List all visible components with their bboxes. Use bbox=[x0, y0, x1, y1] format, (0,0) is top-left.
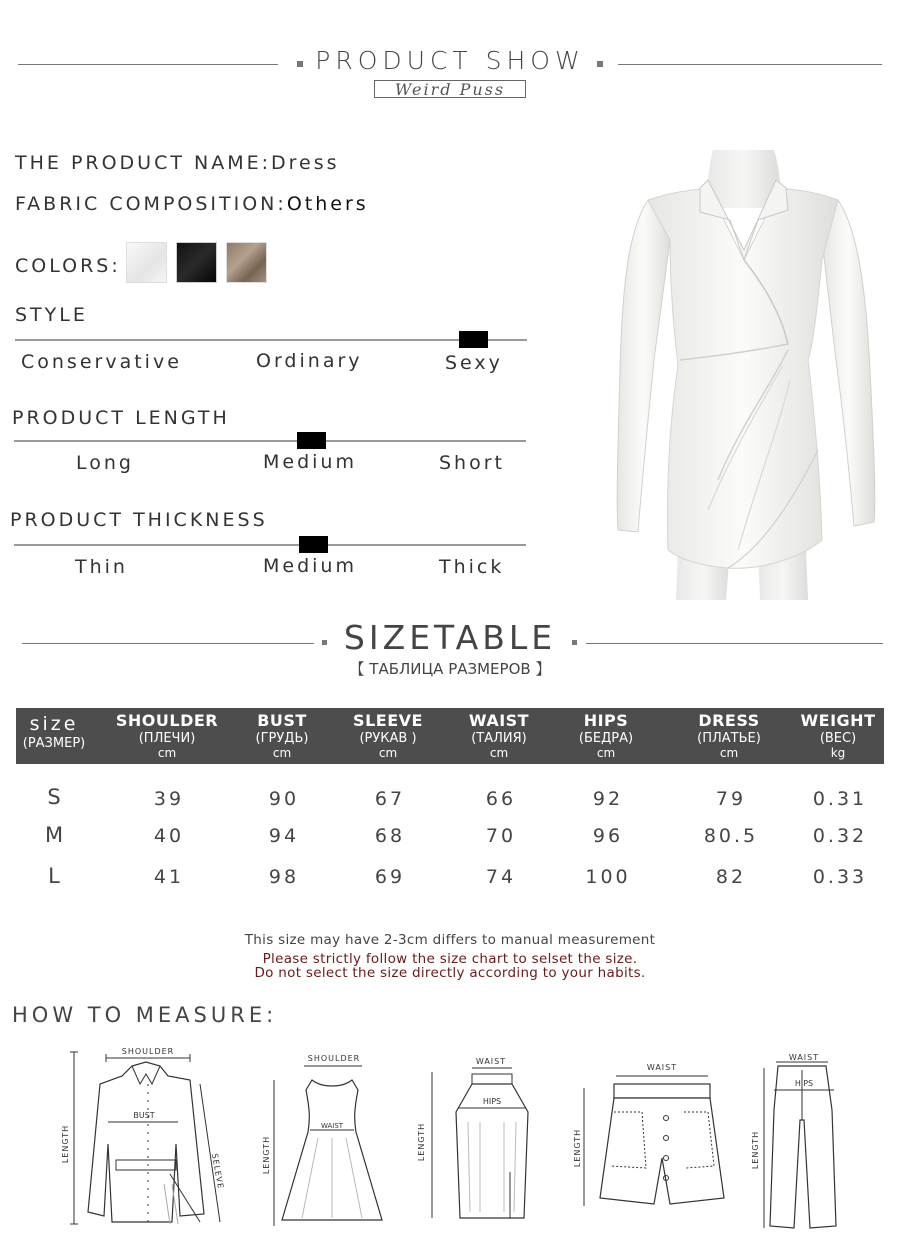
cell-dress: 79 bbox=[715, 788, 747, 810]
thickness-marker bbox=[299, 536, 328, 553]
cell-shoulder: 41 bbox=[153, 866, 185, 888]
cell-dress: 82 bbox=[715, 866, 747, 888]
svg-text:LENGTH: LENGTH bbox=[573, 1128, 582, 1168]
thickness-label: PRODUCT THICKNESS bbox=[10, 509, 268, 531]
sizetable-subtitle: 【 ТАБЛИЦА РАЗМЕРОВ 】 bbox=[349, 660, 551, 678]
cell-size: M bbox=[44, 823, 64, 847]
svg-text:LENGTH: LENGTH bbox=[417, 1122, 426, 1162]
style-scale bbox=[15, 339, 527, 341]
length-label: PRODUCT LENGTH bbox=[12, 407, 230, 429]
col-dress: DRESS (ПЛАТЬЕ) cm bbox=[697, 711, 761, 760]
colors-label: COLORS: bbox=[15, 255, 121, 277]
cell-size: L bbox=[48, 864, 60, 888]
length-option-long: Long bbox=[76, 452, 134, 474]
size-table-header bbox=[16, 708, 884, 764]
style-option-ordinary: Ordinary bbox=[256, 350, 363, 372]
thickness-scale bbox=[14, 544, 526, 546]
size-warning-2: Do not select the size directly according to your habits. bbox=[254, 965, 646, 981]
jacket-measure-diagram bbox=[60, 1044, 230, 1230]
col-size: size (РАЗМЕР) bbox=[22, 713, 86, 751]
sizetable-title: SIZETABLE bbox=[343, 618, 557, 657]
dress-measure-diagram bbox=[262, 1050, 402, 1230]
length-option-medium: Medium bbox=[263, 451, 357, 473]
svg-text:HIPS: HIPS bbox=[794, 1079, 814, 1088]
cell-sleeve: 68 bbox=[374, 825, 406, 847]
col-waist: WAIST (ТАЛИЯ) cm bbox=[468, 711, 530, 760]
svg-text:LENGTH: LENGTH bbox=[751, 1130, 760, 1170]
svg-text:HIPS: HIPS bbox=[482, 1097, 502, 1106]
color-swatch-black[interactable] bbox=[176, 242, 217, 283]
sizetable-dot-right bbox=[572, 640, 577, 645]
style-marker bbox=[459, 331, 488, 348]
col-shoulder: SHOULDER (ПЛЕЧИ) cm bbox=[115, 711, 219, 760]
svg-text:BUST: BUST bbox=[133, 1111, 155, 1120]
header-rule-right bbox=[618, 64, 882, 65]
product-name-label: THE PRODUCT NAME: bbox=[15, 152, 272, 174]
cell-waist: 74 bbox=[485, 866, 517, 888]
size-warning-1: Please strictly follow the size chart to selset the size. bbox=[262, 951, 638, 967]
fabric-row bbox=[15, 193, 369, 215]
measurement-note: This size may have 2-3cm differs to manual measurement bbox=[244, 932, 656, 948]
svg-text:LENGTH: LENGTH bbox=[61, 1124, 70, 1164]
style-label: STYLE bbox=[15, 304, 88, 326]
cell-waist: 70 bbox=[485, 825, 517, 847]
cell-shoulder: 40 bbox=[153, 825, 185, 847]
cell-bust: 98 bbox=[268, 866, 300, 888]
svg-text:WAIST: WAIST bbox=[320, 1122, 344, 1130]
col-hips: HIPS (БЕДРА) cm bbox=[578, 711, 634, 760]
cell-hips: 96 bbox=[592, 825, 624, 847]
cell-bust: 90 bbox=[268, 788, 300, 810]
fabric-value: Others bbox=[286, 193, 369, 215]
col-sleeve: SLEEVE (РУКАВ ) cm bbox=[353, 711, 423, 760]
length-option-short: Short bbox=[439, 452, 505, 474]
fabric-label: FABRIC COMPOSITION: bbox=[15, 193, 287, 215]
page-title: PRODUCT SHOW bbox=[315, 46, 585, 75]
svg-text:SELEVE: SELEVE bbox=[210, 1152, 226, 1190]
shorts-measure-diagram bbox=[574, 1058, 724, 1213]
product-name-value: Dress bbox=[271, 152, 340, 174]
col-bust: BUST (ГРУДЬ) cm bbox=[255, 711, 309, 760]
cell-sleeve: 67 bbox=[374, 788, 406, 810]
style-option-conservative: Conservative bbox=[21, 351, 182, 373]
length-scale bbox=[14, 440, 526, 442]
cell-weight: 0.33 bbox=[812, 866, 868, 888]
product-name-row bbox=[15, 152, 340, 174]
cell-dress: 80.5 bbox=[703, 825, 759, 847]
thickness-option-medium: Medium bbox=[263, 555, 357, 577]
product-photo bbox=[608, 150, 890, 600]
cell-weight: 0.31 bbox=[812, 788, 868, 810]
pants-measure-diagram bbox=[748, 1050, 848, 1232]
cell-waist: 66 bbox=[485, 788, 517, 810]
svg-text:WAIST: WAIST bbox=[475, 1057, 507, 1066]
thickness-option-thick: Thick bbox=[439, 556, 505, 578]
how-to-measure-title: HOW TO MEASURE: bbox=[12, 1003, 278, 1027]
color-swatch-white[interactable] bbox=[126, 242, 167, 283]
cell-hips: 92 bbox=[592, 788, 624, 810]
svg-text:WAIST: WAIST bbox=[788, 1053, 820, 1062]
svg-text:WAIST: WAIST bbox=[646, 1063, 678, 1072]
thickness-option-thin: Thin bbox=[75, 556, 128, 578]
style-option-sexy: Sexy bbox=[445, 352, 503, 374]
header-dot-right bbox=[597, 61, 603, 67]
cell-weight: 0.32 bbox=[812, 825, 868, 847]
cell-bust: 94 bbox=[268, 825, 300, 847]
svg-text:LENGTH: LENGTH bbox=[262, 1135, 271, 1175]
svg-text:SHOULDER: SHOULDER bbox=[307, 1054, 361, 1063]
length-marker bbox=[297, 432, 326, 449]
cell-sleeve: 69 bbox=[374, 866, 406, 888]
cell-size: S bbox=[47, 785, 61, 809]
col-weight: WEIGHT (ВЕС) kg bbox=[800, 711, 876, 760]
sizetable-rule-right bbox=[586, 643, 883, 644]
cell-hips: 100 bbox=[585, 866, 631, 888]
skirt-measure-diagram bbox=[412, 1052, 542, 1224]
color-swatch-khaki[interactable] bbox=[226, 242, 267, 283]
shoulder-label: SHOULDER bbox=[121, 1047, 175, 1056]
cell-shoulder: 39 bbox=[153, 788, 185, 810]
brand-name: Weird Puss bbox=[374, 80, 526, 98]
